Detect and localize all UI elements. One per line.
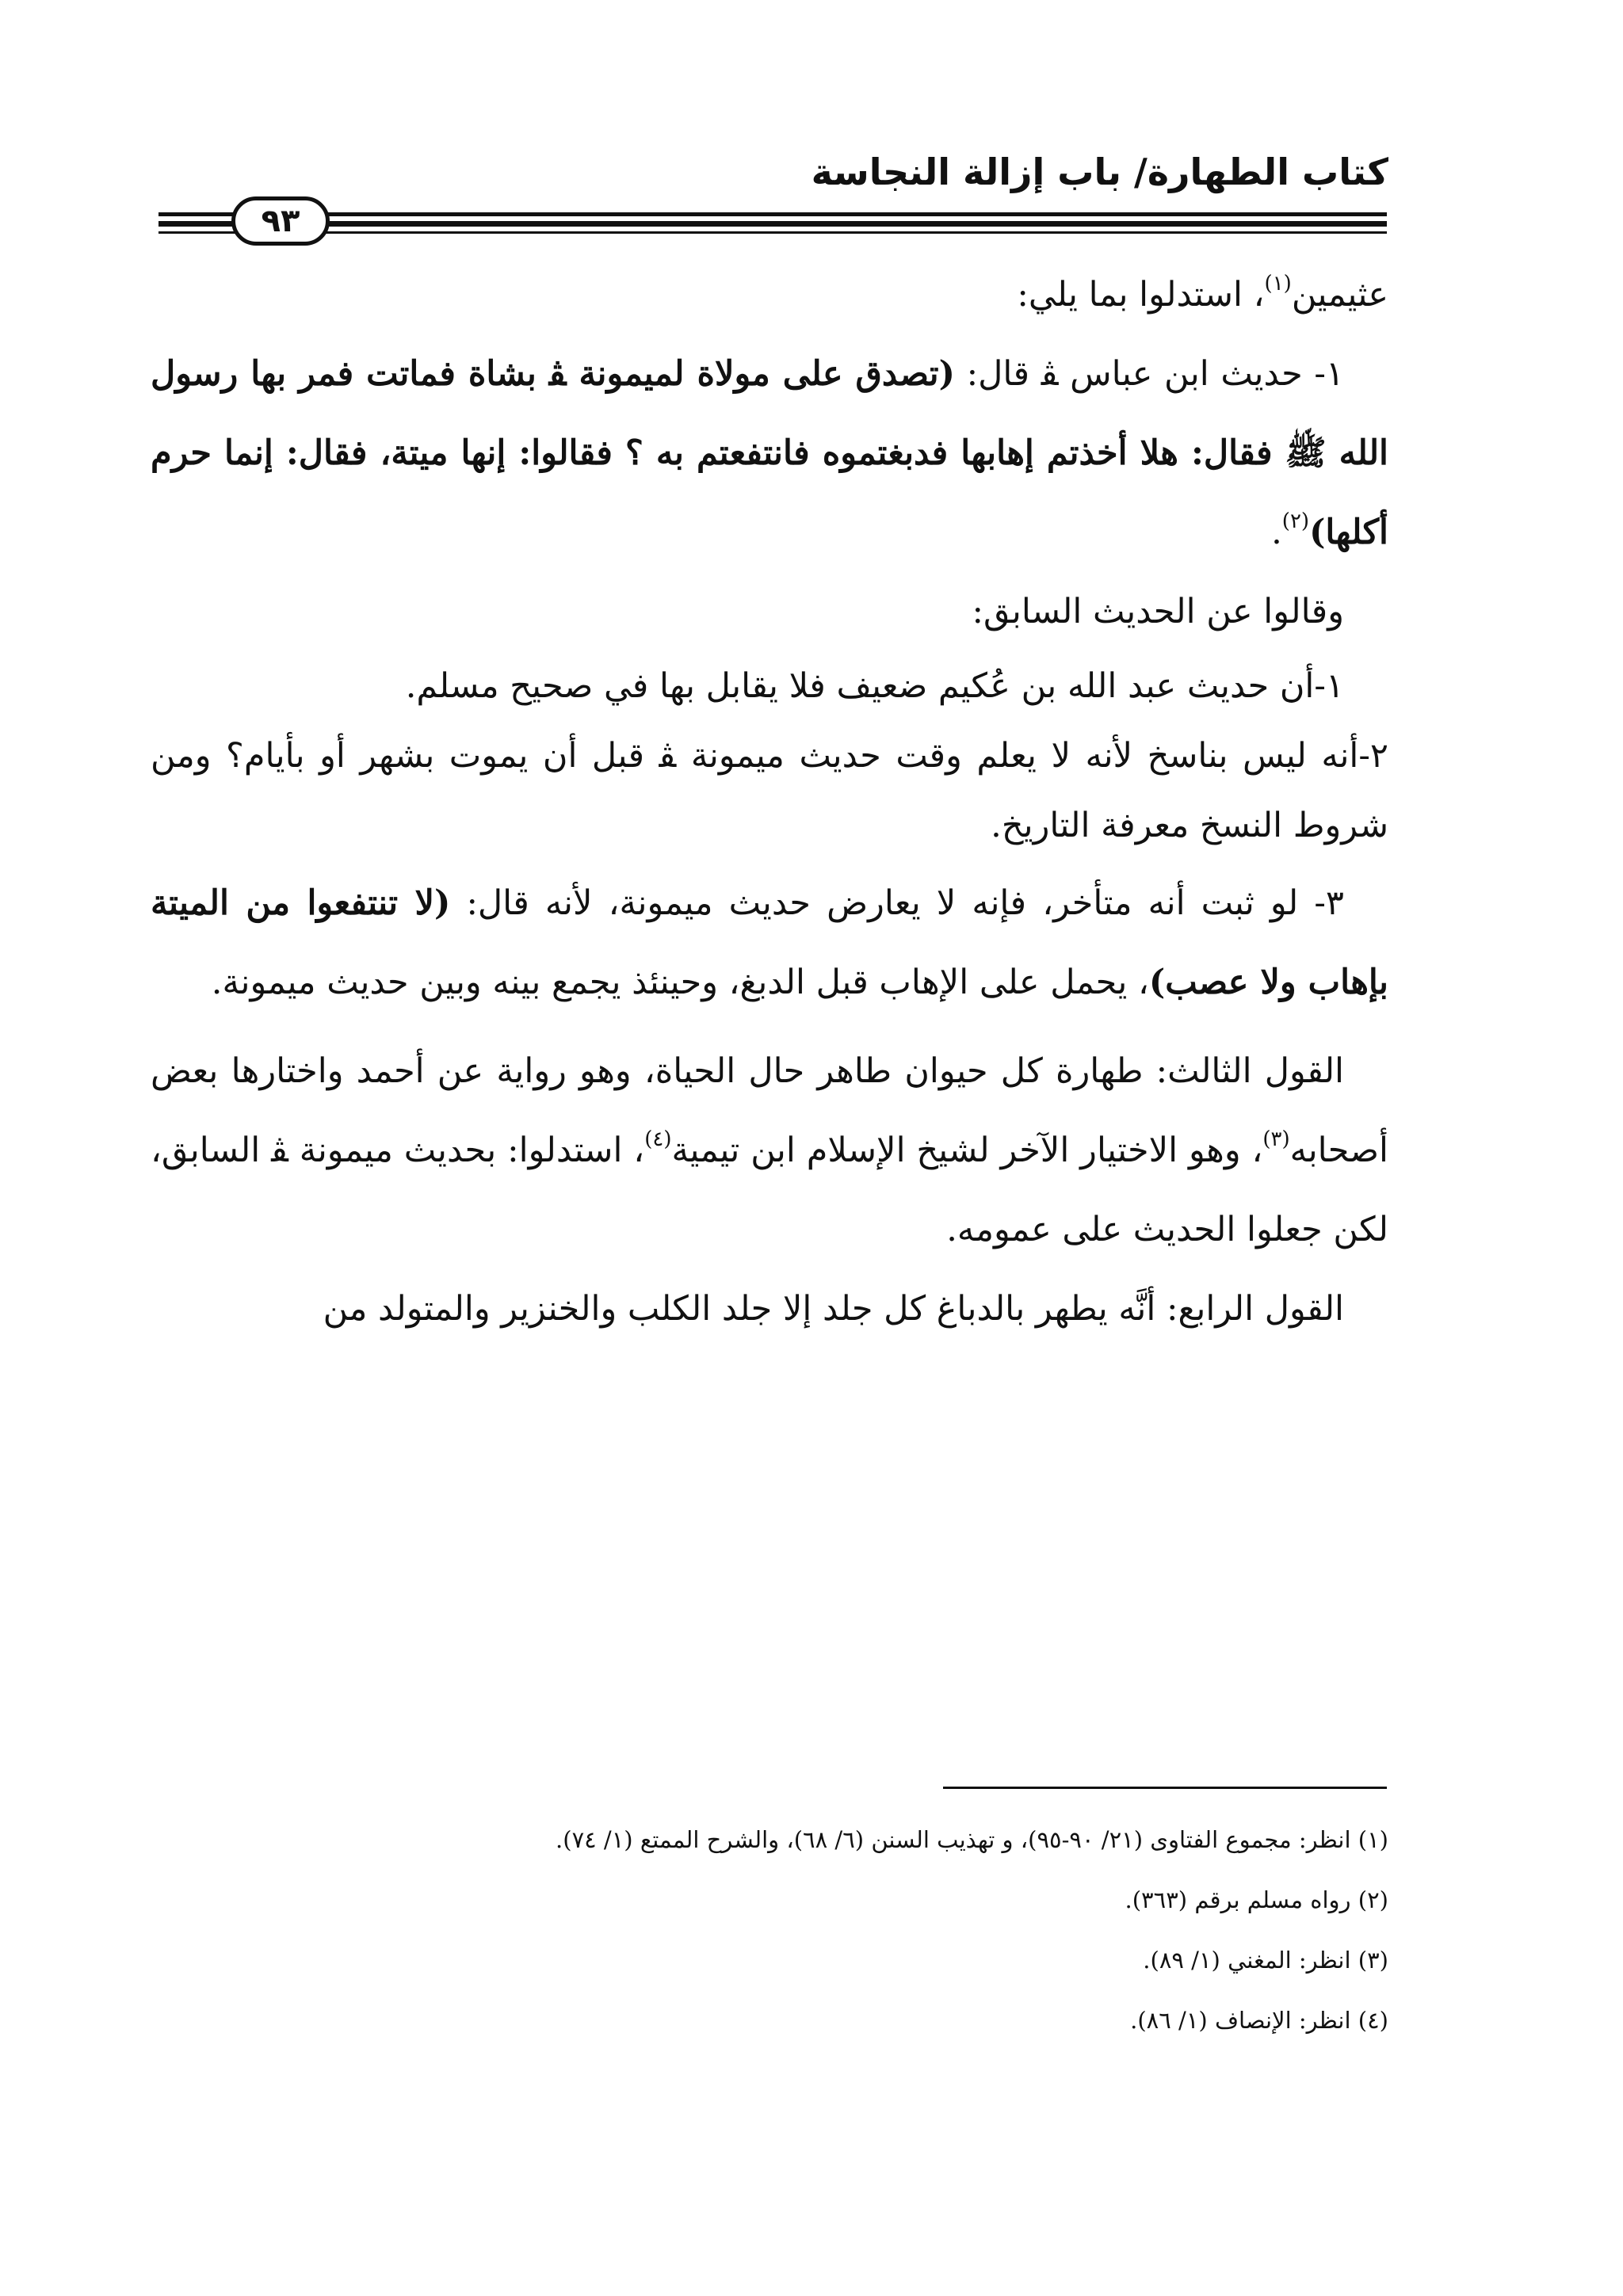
hadith-quote: (تصدق على مولاة لميمونة ﭭ بشاة فماتت فمر بها رسول الله ﷺ فقال: هلا أخذتم إهابها فدبغتموه فانتفعتم به ؟ فقالوا: إنها ميتة، فقال: إنما حرم أكلها) <box>151 354 1388 552</box>
spacer <box>151 1022 1388 1032</box>
list-item: ١-أن حديث عبد الله بن عُكيم ضعيف فلا يقابل بها في صحيح مسلم. <box>405 666 1344 706</box>
footnotes <box>151 1810 1388 2050</box>
list-item: ٢-أنه ليس بناسخ لأنه لا يعلم وقت حديث ميمونة ﭭ قبل أن يموت بشهر أو بأيام؟ ومن شروط النسخ معرفة التاريخ. <box>151 736 1388 845</box>
footnote-ref: (٤) <box>644 1127 672 1151</box>
chapter-title: كتاب الطهارة/ باب إزالة النجاسة <box>811 151 1388 193</box>
footnote-separator <box>943 1787 1387 1789</box>
text-run: ١- حديث ابن عباس ﭭ قال: <box>955 354 1344 394</box>
text-run: ، استدلوا بما يلي: <box>1017 275 1265 315</box>
paragraph <box>151 1032 1388 1269</box>
paragraph: القول الرابع: أنَّه يطهر بالدباغ كل جلد إلا جلد الكلب والخنزير والمتولد من <box>323 1289 1344 1329</box>
footnote-ref: (٢) <box>1281 509 1310 533</box>
header-rule-line <box>158 212 1387 216</box>
text-run: ٣- لو ثبت أنه متأخر، فإنه لا يعارض حديث ميمونة، لأنه قال: <box>450 883 1344 923</box>
header-rule-line <box>158 231 1387 234</box>
text-run: ، وهو الاختيار الآخر لشيخ الإسلام ابن تيمية <box>671 1131 1263 1170</box>
paragraph <box>151 334 1388 572</box>
footnote: (١) انظر: مجموع الفتاوى (٢١/ ٩٠-٩٥)، و تهذيب السنن (٦/ ٦٨)، والشرح الممتع (١/ ٧٤). <box>556 1826 1388 1853</box>
text-run: . <box>1271 513 1282 552</box>
footnote-ref: (١) <box>1264 272 1292 296</box>
text-run: ، يحمل على الإهاب قبل الدبغ، وحينئذ يجمع بينه وبين حديث ميمونة. <box>211 963 1149 1002</box>
header-rule-line <box>158 221 1387 227</box>
text-run: القول الثالث: طهارة كل حيوان طاهر حال الحياة، وهو رواية عن أحمد واختارها بعض أصحابه <box>151 1051 1388 1170</box>
paragraph <box>151 255 1388 334</box>
text-run: عثيمين <box>1291 275 1388 315</box>
main-text <box>151 255 1388 1348</box>
footnote-ref: (٣) <box>1262 1127 1290 1151</box>
footnote: (٢) رواه مسلم برقم (٣٦٣). <box>1125 1886 1388 1913</box>
footnote: (٣) انظر: المغني (١/ ٨٩). <box>1143 1947 1388 1974</box>
paragraph: وقالوا عن الحديث السابق: <box>972 592 1344 631</box>
hadith-quote: (لا تنتفعوا من الميتة بإهاب ولا عصب) <box>151 883 1388 1002</box>
list-item <box>151 864 1388 1022</box>
page-number: ٩٣ <box>231 196 330 246</box>
header-rule <box>158 208 1387 239</box>
footnote: (٤) انظر: الإنصاف (١/ ٨٦). <box>1130 2007 1388 2034</box>
text-run: ، استدلوا: بحديث ميمونة ﭭ السابق، لكن جعلوا الحديث على عمومه. <box>151 1131 1388 1249</box>
